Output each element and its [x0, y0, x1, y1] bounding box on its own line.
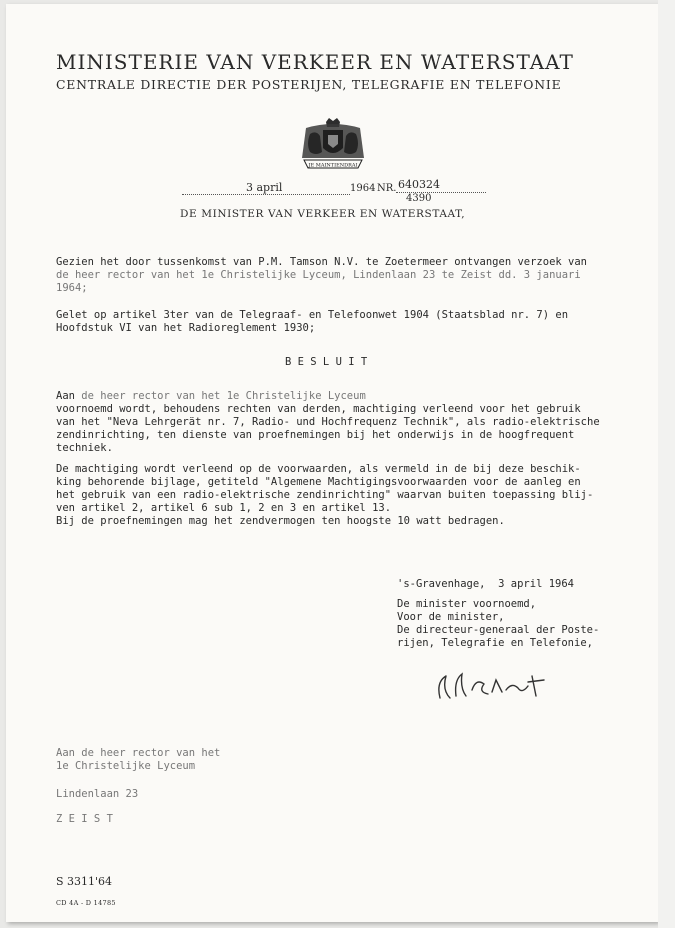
ministry-title: MINISTERIE VAN VERKEER EN WATERSTAAT	[56, 50, 574, 74]
closing-line-4: rijen, Telegrafie en Telefonie,	[397, 637, 593, 649]
closing-line-3: De directeur-generaal der Poste-	[397, 624, 600, 636]
signature-icon	[432, 668, 552, 708]
letter-number-sub: 4390	[406, 193, 432, 204]
letter-year: 1964	[350, 183, 376, 194]
issuing-authority: DE MINISTER VAN VERKEER EN WATERSTAAT,	[180, 208, 466, 220]
nr-label: NR.	[377, 183, 397, 194]
royal-crest-icon	[292, 118, 374, 174]
paragraph-grant-3: van het "Neva Lehrgerät nr. 7, Radio- und Hochfrequenz Technik", als radio-elektrische	[56, 416, 600, 428]
paragraph-grant-5: techniek.	[56, 442, 113, 454]
document-code: S 3311'64	[56, 875, 113, 888]
date-dotted-line	[182, 194, 350, 195]
paragraph-conditions-4: ven artikel 2, artikel 6 sub 1, 2 en 3 en artikel 13.	[56, 502, 392, 514]
paragraph-legal-basis-2: Hoofdstuk VI van het Radioreglement 1930;	[56, 322, 316, 334]
recipient-city: Z E I S T	[56, 813, 113, 825]
closing-place-date: 's-Gravenhage, 3 april 1964	[397, 578, 575, 590]
paragraph-power-limit: Bij de proefnemingen mag het zendvermogen ten hoogste 10 watt bedragen.	[56, 515, 505, 527]
recipient-line-1: Aan de heer rector van het	[56, 747, 221, 759]
closing-line-2: Voor de minister,	[397, 611, 505, 623]
letter-number: 640324	[398, 178, 440, 191]
form-number: CD 4A - D 14785	[56, 899, 116, 907]
paragraph-conditions-3: het gebruik van een radio-elektrische zendinrichting" waarvan buiten toepassing blij-	[56, 489, 594, 501]
recipient-line-2: 1e Christelijke Lyceum	[56, 760, 196, 772]
paragraph-legal-basis-1: Gelet op artikel 3ter van de Telegraaf- en Telefoonwet 1904 (Staatsblad nr. 7) en	[56, 309, 569, 321]
paragraph-grant-1: Aan de heer rector van het 1e Christelijke Lyceum	[56, 390, 366, 402]
paragraph-request-applicant: de heer rector van het 1e Christelijke Lyceum, Lindenlaan 23 te Zeist dd. 3 januari	[56, 269, 581, 281]
paragraph-grant-2: voornoemd wordt, behoudens rechten van derden, machtiging verleend voor het gebruik	[56, 403, 581, 415]
paragraph-request-end: 1964;	[56, 282, 88, 294]
letter-date: 3 april	[246, 181, 283, 194]
closing-line-1: De minister voornoemd,	[397, 598, 537, 610]
paragraph-conditions-1: De machtiging wordt verleend op de voorwaarden, als vermeld in de bij deze beschik-	[56, 463, 581, 475]
paragraph-request: Gezien het door tussenkomst van P.M. Tamson N.V. te Zoetermeer ontvangen verzoek van	[56, 256, 588, 268]
paragraph-conditions-2: king behorende bijlage, getiteld "Algemene Machtigingsvoorwaarden voor de aanleg en	[56, 476, 581, 488]
scan-edge	[658, 0, 675, 928]
recipient-street: Lindenlaan 23	[56, 788, 139, 800]
crest-motto: JE MAINTIENDRAI	[308, 162, 358, 169]
directorate-subtitle: CENTRALE DIRECTIE DER POSTERIJEN, TELEGRAFIE EN TELEFONIE	[56, 77, 562, 92]
paragraph-grant-4: zendinrichting, ten dienste van proefnemingen bij het onderwijs in de hoogfrequent	[56, 429, 575, 441]
decision-heading: B E S L U I T	[285, 356, 368, 368]
